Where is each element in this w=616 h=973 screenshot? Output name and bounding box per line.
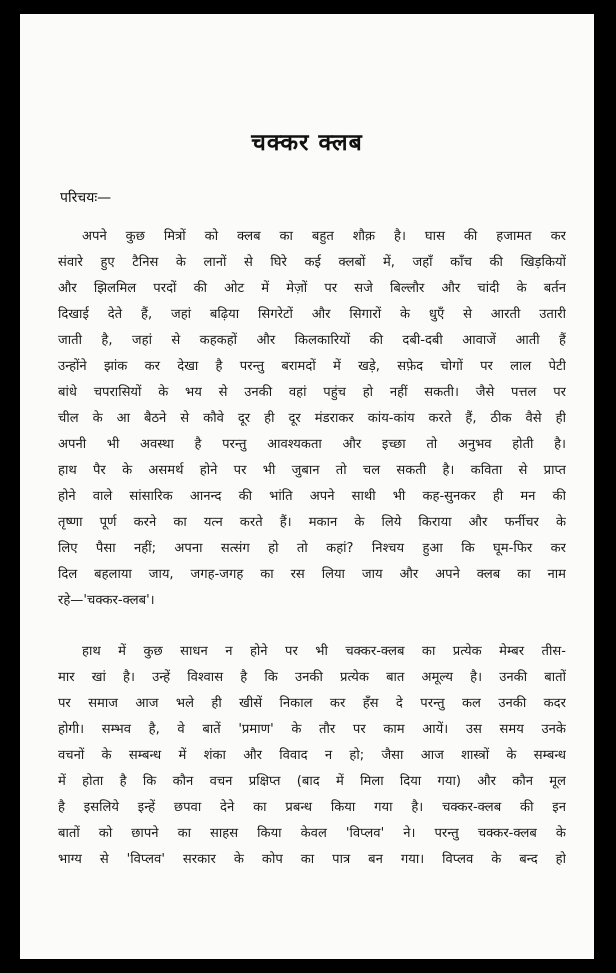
paragraph-2 [58, 639, 566, 873]
text-line: बांधे चपरासियों के भय से उनकी वहां पहुंच हो नहीं सकती। जैसे पत्तल पर [58, 385, 566, 400]
text-line: भाग्य से 'विप्लव' सरकार के कोप का पात्र बन गया। विप्लव के बन्द हो [58, 852, 566, 867]
text-line: अपनी भी अवस्था है परन्तु आवश्यकता और इच्छा तो अनुभव होती है। [58, 437, 566, 452]
text-line: होने वाले सांसारिक आनन्द की भांति अपने साथी भी कह-सुनकर ही मन की [58, 489, 566, 504]
text-line: चील के आ बैठने से कौवे दूर ही दूर मंडराकर कांय-कांय करते हैं, ठीक वैसे ही [58, 411, 566, 426]
text-line: रहे—'चक्कर-क्लब'। [58, 593, 155, 608]
text-line: उन्होंने झांक कर देखा है परन्तु बरामदों में खड़े, सफ़ेद चोगों पर लाल पेटी [58, 359, 566, 374]
paragraph-1 [58, 224, 566, 614]
text-line: में होता है कि कौन वचन प्रक्षिप्त (बाद में मिला दिया गया) और कौन मूल [58, 774, 566, 789]
text-line: दिखाई देते हैं, जहां बढ़िया सिगरेटों और सिगारों के धुएँ से आरती उतारी [58, 307, 566, 322]
text-line: पर समाज आज भले ही खीसें निकाल कर हँस दे परन्तु कल उनकी कदर [58, 696, 566, 711]
text-line: तृष्णा पूर्ण करने का यत्न करते हैं। मकान के लिये किराया और फर्नीचर के [58, 515, 566, 530]
text-line: होगी। सम्भव है, वे बातें 'प्रमाण' के तौर पर काम आयें। उस समय उनके [58, 722, 566, 737]
text-line: संवारे हुए टैनिस के लानों से घिरे कई क्लबों में, जहाँ काँच की खिड़कियों [58, 255, 566, 270]
chapter-title: चक्कर क्लब [251, 130, 363, 156]
text-line: है इसलिये इन्हें छपवा देने का प्रबन्ध किया गया है। चक्कर-क्लब की इन [58, 800, 566, 815]
text-line: हाथ पैर के असमर्थ होने पर भी जुबान तो चल सकती है। कविता से प्राप्त [58, 463, 566, 478]
book-page [20, 14, 594, 959]
text-line: बातों को छापने का साहस किया केवल 'विप्लव' ने। परन्तु चक्कर-क्लब के [58, 826, 566, 841]
section-label: परिचयः— [60, 190, 112, 206]
text-line: लिए पैसा नहीं; अपना सत्संग हो तो कहां? निश्चय हुआ कि घूम-फिर कर [58, 541, 566, 556]
text-line: दिल बहलाया जाय, जगह-जगह का रस लिया जाय और अपने क्लब का नाम [58, 567, 566, 582]
text-line: हाथ में कुछ साधन न होने पर भी चक्कर-क्लब का प्रत्येक मेम्बर तीस- [82, 644, 566, 659]
text-line: वचनों के सम्बन्ध में शंका और विवाद न हो; जैसा आज शास्त्रों के सम्बन्ध [58, 748, 566, 763]
text-line: और झिलमिल परदों की ओट में मेज़ों पर सजे बिल्लौर और चांदी के बर्तन [58, 281, 566, 296]
text-line: जाती है, जहां से कहकहों और किलकारियों की दबी-दबी आवाजें आती हैं [58, 333, 566, 348]
text-line: अपने कुछ मित्रों को क्लब का बहुत शौक़ है। घास की हजामत कर [82, 229, 566, 244]
text-line: मार खां है। उन्हें विश्वास है कि उनकी प्रत्येक बात अमूल्य है। उनकी बातों [58, 670, 566, 685]
